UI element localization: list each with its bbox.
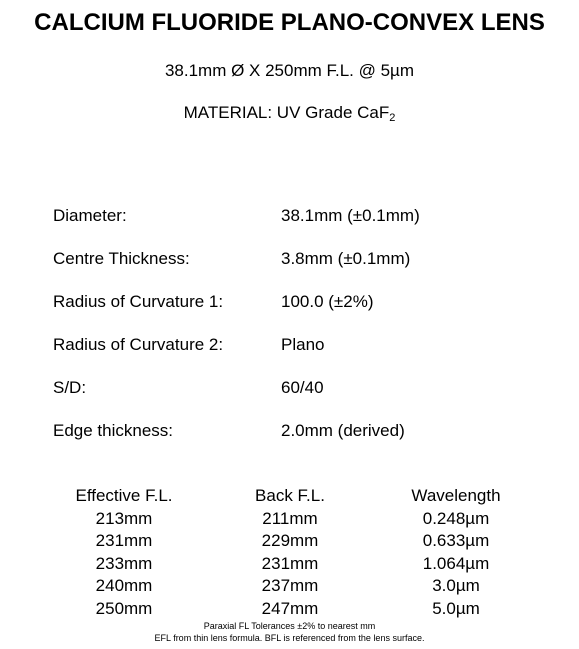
table-cell: 5.0µm: [432, 598, 480, 618]
page-title: CALCIUM FLUORIDE PLANO-CONVEX LENS: [34, 9, 545, 36]
spec-label-edge-thickness: Edge thickness:: [53, 421, 174, 440]
spec-row-diameter: [0, 205, 579, 227]
spec-row-centre-thickness: [0, 248, 579, 270]
spec-value-radius-1: 100.0 (±2%): [281, 292, 374, 311]
footnote-tolerance: Paraxial FL Tolerances ±2% to nearest mm: [203, 621, 376, 631]
table-cell: 250mm: [95, 598, 153, 618]
footnote-efl-bfl: EFL from thin lens formula. BFL is referenced from the lens surface.: [154, 633, 425, 643]
table-cell: 0.633µm: [422, 531, 490, 551]
lens-subtitle: 38.1mm Ø X 250mm F.L. @ 5µm: [164, 61, 415, 80]
spec-label-centre-thickness: Centre Thickness:: [53, 249, 190, 268]
footnotes: [0, 620, 579, 644]
spec-label-surface-quality: S/D:: [53, 378, 87, 397]
table-cell: 231mm: [261, 553, 319, 573]
column-back-fl: [220, 485, 360, 621]
column-effective-fl: [54, 485, 194, 621]
material-text: MATERIAL: UV Grade CaF: [183, 103, 390, 122]
header-wavelength: Wavelength: [411, 486, 501, 505]
spec-row-surface-quality: [0, 377, 579, 399]
spec-value-surface-quality: 60/40: [281, 378, 324, 397]
header-back-fl: Back F.L.: [255, 486, 325, 505]
spec-row-radius-2: [0, 334, 579, 356]
header-effective-fl: Effective F.L.: [75, 486, 173, 505]
spec-value-edge-thickness: 2.0mm (derived): [281, 421, 405, 440]
spec-label-radius-1: Radius of Curvature 1:: [53, 292, 224, 311]
table-cell: 229mm: [261, 531, 319, 551]
table-cell: 211mm: [262, 508, 318, 528]
spec-value-radius-2: Plano: [281, 335, 325, 354]
spec-row-radius-1: [0, 291, 579, 313]
table-cell: 231mm: [95, 531, 153, 551]
table-cell: 0.248µm: [422, 508, 490, 528]
spec-label-radius-2: Radius of Curvature 2:: [53, 335, 224, 354]
table-cell: 240mm: [95, 576, 153, 596]
column-wavelength: [386, 485, 526, 621]
spec-label-diameter: Diameter:: [53, 206, 127, 225]
table-cell: 213mm: [95, 508, 153, 528]
table-cell: 247mm: [261, 598, 319, 618]
spec-value-centre-thickness: 3.8mm (±0.1mm): [281, 249, 411, 268]
table-cell: 1.064µm: [422, 553, 490, 573]
material-line: [0, 103, 579, 123]
table-cell: 233mm: [95, 553, 153, 573]
spec-row-edge-thickness: [0, 420, 579, 442]
table-cell: 3.0µm: [432, 576, 480, 596]
table-cell: 237mm: [261, 576, 319, 596]
spec-value-diameter: 38.1mm (±0.1mm): [281, 206, 420, 225]
material-subscript: 2: [389, 112, 396, 124]
